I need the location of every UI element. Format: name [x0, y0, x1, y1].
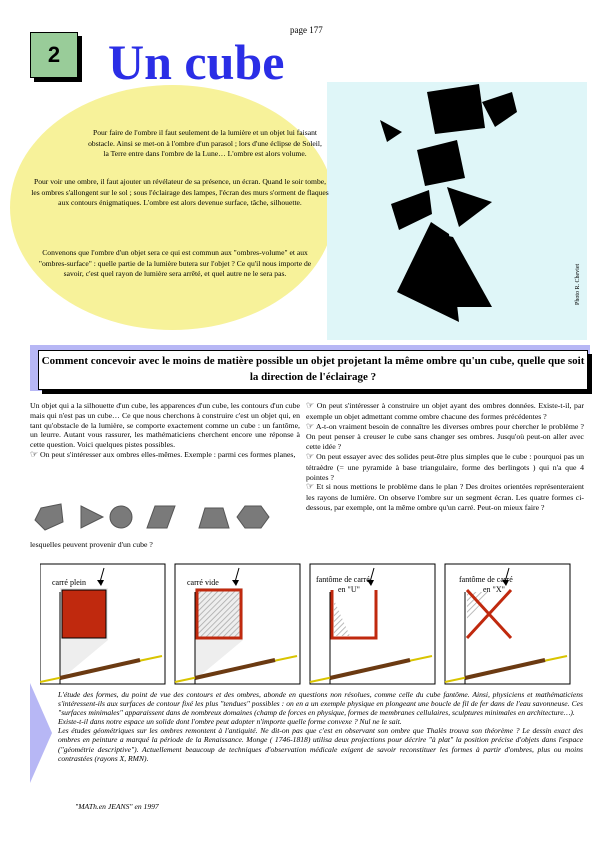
left-paragraph-1: Un objet qui a la silhouette d'un cube, les apparences d'un cube, les contours d'un cube mais qui n'est pas un cube… Ce que nous cherchons à construire c'est un objet qui, en tant qu'obstacle de la lumière, se comporte exactement comme un cube : un fantôme, un leurre. Autant vous rassurer, les mathématiciens cherchent encore une réponse à cette question. Voici quelques pistes possibles. — [30, 401, 300, 450]
right-paragraph-3: ☞ On peut essayer avec des solides peut-être plus simples que le cube : pourquoi pas un tétraèdre (= une pyramide à base triangulaire, forme des berlingots ) qui n'a que 4 pointes ? — [306, 451, 585, 482]
right-paragraph-4: ☞ Et si nous mettions le problème dans le plan ? Des droites orientées représenteraient les rayons de lumière. On observe l'ombre sur un segment écran. Les quatre formes ci-dessous, par exemple, ont la même ombre qu'un carré. Peut-on mieux faire ? — [306, 482, 585, 512]
shape-hexagon — [237, 506, 269, 528]
source-credit: "MATh.en JEANS" en 1997 — [75, 802, 159, 811]
shape-trapezoid — [199, 508, 229, 528]
left-column — [30, 401, 300, 461]
shape-circle — [110, 506, 132, 528]
study-paragraph-1: L'étude des formes, du point de vue des contours et des ombres, abonde en questions non résolues, comme celle du cube fantôme. Ainsi, physiciens et mathématiciens s'intéressent-ils aux surfaces de contour fixé les plus "tendues" possibles : on en a un exemple physique en plongeant une boucle de fil de fer dans de l'eau savonneuse. Ces "surfaces minimales" apparaissent dans de nombreux domaines (champ de forces en physique, formes de membranes cellulaires, sculptures minimales en architecture…). — [58, 690, 583, 718]
right-paragraph-1: ☞ On peut s'intéresser à construire un objet ayant des ombres données. Existe-t-il, par exemple un objet admettant comme ombre chacune des formes précédentes ? — [306, 401, 584, 421]
right-paragraph-2: ☞ A-t-on vraiment besoin de connaître les diverses ombres pour chercher le problème ? On peut penser à creuser le cube sans changer ses ombres. Jusqu'où peut-on aller avec cette idée ? — [306, 421, 584, 452]
figure-label-1: carré plein — [52, 578, 86, 587]
tangram-square-top — [427, 84, 485, 134]
lavender-arrow-tab — [30, 683, 52, 783]
photo-credit: Photo R. Cheviet — [575, 263, 581, 305]
plane-shapes-row — [33, 500, 273, 536]
study-box — [58, 690, 583, 763]
figure-label-3: fantôme de carré — [316, 575, 370, 584]
figure-empty-square — [175, 564, 300, 684]
shape-parallelogram — [147, 506, 175, 528]
study-paragraph-3: Les études géométriques sur les ombres remontent à l'antiquité. Ne dit-on pas que c'est en observant son ombre que Thalès trouva son théorème ? Le dessin exact des ombres en peinture a marqué la période de la Renaissance. Monge ( 1746-1818) utilisa deux projections pour décrire "à plat" la position précise d'objets dans l'espace ("géométrie descriptive"). Actuellement beaucoup de techniques d'observation médicale exigent de savoir reconstituer les formes à partir d'ombres, plus ou moins contrastées (rayons X, RMN). — [58, 726, 583, 763]
pointing-hand-icon: ☞ — [30, 449, 39, 460]
tangram-square-middle — [417, 140, 465, 186]
figure-label-4: fantôme de carré — [459, 575, 513, 584]
tangram-parallelogram — [391, 190, 432, 230]
left-paragraph-2-text: On peut s'intéresser aux ombres elles-mêmes. Exemple : parmi ces formes planes, — [40, 449, 296, 459]
study-paragraph-2: Existe-t-il dans notre espace un solide dont l'ombre peut adopter n'importe quelle forme convexe ? Nul ne le sait. — [58, 717, 402, 727]
right-column — [306, 401, 584, 513]
intro-paragraph-3: Convenons que l'ombre d'un objet sera ce qui est commun aux "ombres-volume" et aux "ombres-surface" : quelle partie de la lumière butera sur l'objet ? Ce qu'il nous importe de savoir, c'est quel rayon de lumière sera arrêté, et quel autre ne le sera pas. — [38, 248, 312, 279]
figure-sublabel-3: en "U" — [338, 585, 360, 594]
tangram-triangle-small — [380, 120, 402, 142]
pointing-hand-icon: ☞ — [306, 401, 315, 411]
main-question: Comment concevoir avec le moins de matière possible un objet projetant la même ombre qu'un cube, quelle que soit la direction de l'éclairage ? — [38, 350, 588, 390]
chapter-number-box: 2 — [30, 32, 78, 78]
figure-sublabel-4: en "X" — [483, 585, 505, 594]
left-paragraph-2 — [30, 450, 300, 461]
title-part-blue: Un cube — [108, 34, 285, 90]
figure-ghost-x — [445, 564, 570, 684]
pointing-hand-icon: ☞ — [306, 451, 315, 462]
figure-filled-square — [40, 564, 165, 684]
shape-triangle — [81, 506, 103, 528]
intro-paragraph-2: Pour voir une ombre, il faut ajouter un révélateur de sa présence, un écran. Quand le soir tombe, les ombres s'allongent sur le sol ; sous l'éclairage des lampes, l'écran des murs s'orment de flaques aux contours énigmatiques. L'ombre est alors devenue surface, tâche, silhouette. — [31, 177, 329, 208]
square-ghost-figures — [40, 560, 585, 690]
shape-pentagon — [35, 504, 63, 530]
tangram-piece-small — [482, 92, 517, 127]
title-part-white: fantôme — [296, 34, 472, 90]
shadow-tangram-figure — [327, 82, 587, 340]
photo-panel — [327, 82, 587, 340]
pointing-hand-icon: ☞ — [306, 482, 315, 493]
figure-label-2: carré vide — [187, 578, 219, 587]
tangram-large-triangle-right — [439, 234, 492, 307]
figure-ghost-u — [310, 564, 435, 684]
page-title — [108, 34, 472, 90]
page-number: page 177 — [290, 25, 323, 35]
shapes-caption: lesquelles peuvent provenir d'un cube ? — [30, 540, 153, 549]
intro-paragraph-1: Pour faire de l'ombre il faut seulement de la lumière et un objet lui faisant obstacle. Ainsi se met-on à l'ombre d'un parasol ; lors d'une éclipse de Soleil, la Terre entre dans l'ombre de la Lune… L'ombre est alors volume. — [88, 128, 322, 159]
tangram-triangle-right — [447, 187, 492, 227]
pointing-hand-icon: ☞ — [306, 421, 315, 432]
